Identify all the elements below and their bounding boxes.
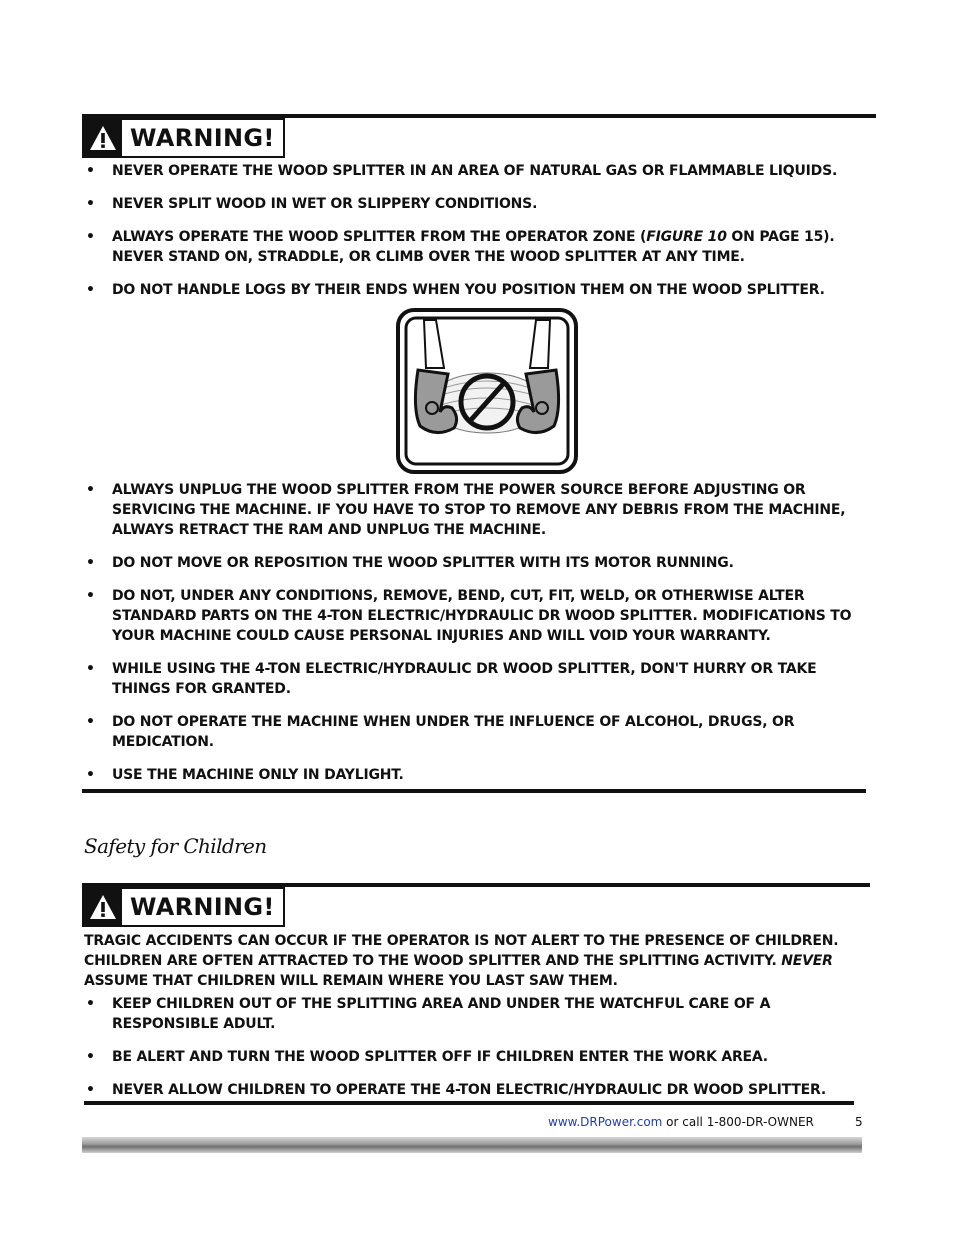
list-item: • USE THE MACHINE ONLY IN DAYLIGHT. [84, 765, 854, 785]
no-handling-log-ends-icon [396, 308, 578, 474]
warning-triangle-icon [84, 120, 122, 156]
footer-bar [82, 1137, 862, 1153]
warning-label: WARNING! [130, 124, 275, 152]
list-item: • NEVER ALLOW CHILDREN TO OPERATE THE 4-TON ELECTRIC/HYDRAULIC DR WOOD SPLITTER. [84, 1080, 854, 1100]
children-list [84, 994, 854, 1113]
zone-text-post: ON PAGE 15). NEVER STAND ON, STRADDLE, OR CLIMB OVER THE WOOD SPLITTER AT ANY TIME. [112, 229, 835, 265]
list-item: • DO NOT HANDLE LOGS BY THEIR ENDS WHEN YOU POSITION THEM ON THE WOOD SPLITTER. [84, 280, 854, 300]
list-item: • KEEP CHILDREN OUT OF THE SPLITTING AREA AND UNDER THE WATCHFUL CARE OF A RESPONSIBLE ADULT. [84, 994, 854, 1034]
page-number: 5 [855, 1115, 863, 1129]
intro-text-pre: TRAGIC ACCIDENTS CAN OCCUR IF THE OPERATOR IS NOT ALERT TO THE PRESENCE OF CHILDREN. CHILDREN ARE OFTEN ATTRACTED TO THE WOOD SPLITTER AND THE SPLITTING ACTIVITY. [84, 933, 839, 969]
list-item: • NEVER SPLIT WOOD IN WET OR SLIPPERY CONDITIONS. [84, 194, 854, 214]
intro-text-post: ASSUME THAT CHILDREN WILL REMAIN WHERE YOU LAST SAW THEM. [84, 973, 618, 989]
children-bottom-rule [84, 1101, 854, 1105]
website-link[interactable]: www.DRPower.com [548, 1115, 663, 1129]
intro-never: NEVER [781, 953, 833, 969]
list-item: • ALWAYS UNPLUG THE WOOD SPLITTER FROM THE POWER SOURCE BEFORE ADJUSTING OR SERVICING THE MACHINE. IF YOU HAVE TO STOP TO REMOVE ANY DEBRIS FROM THE MACHINE, ALWAYS RETRACT THE RAM AND UNPLUG THE MACHINE. [84, 480, 854, 540]
warning-badge [82, 887, 285, 927]
list-item: • NEVER OPERATE THE WOOD SPLITTER IN AN AREA OF NATURAL GAS OR FLAMMABLE LIQUIDS. [84, 161, 854, 181]
warning-list-b [84, 480, 854, 798]
list-item: • DO NOT, UNDER ANY CONDITIONS, REMOVE, BEND, CUT, FIT, WELD, OR OTHERWISE ALTER STANDARD PARTS ON THE 4-TON ELECTRIC/HYDRAULIC DR WOOD SPLITTER. MODIFICATIONS TO YOUR MACHINE COULD CAUSE PERSONAL INJURIES AND WILL VOID YOUR WARRANTY. [84, 586, 854, 646]
list-item: • DO NOT MOVE OR REPOSITION THE WOOD SPLITTER WITH ITS MOTOR RUNNING. [84, 553, 854, 573]
warning-label: WARNING! [130, 893, 275, 921]
list-item [84, 227, 854, 267]
zone-text-pre: ALWAYS OPERATE THE WOOD SPLITTER FROM THE OPERATOR ZONE ( [112, 229, 647, 245]
children-intro [84, 931, 854, 991]
warning-list-a [84, 161, 854, 313]
footer-contact [548, 1115, 814, 1129]
list-item: • WHILE USING THE 4-TON ELECTRIC/HYDRAULIC DR WOOD SPLITTER, DON'T HURRY OR TAKE THINGS FOR GRANTED. [84, 659, 854, 699]
list-item: • DO NOT OPERATE THE MACHINE WHEN UNDER THE INFLUENCE OF ALCOHOL, DRUGS, OR MEDICATION. [84, 712, 854, 752]
warning-bottom-rule [82, 789, 866, 793]
phone-text: or call 1-800-DR-OWNER [662, 1115, 814, 1129]
section-heading: Safety for Children [84, 834, 267, 858]
warning-badge [82, 118, 285, 158]
list-item: • BE ALERT AND TURN THE WOOD SPLITTER OFF IF CHILDREN ENTER THE WORK AREA. [84, 1047, 854, 1067]
warning-triangle-icon [84, 889, 122, 925]
figure-reference: FIGURE 10 [646, 229, 727, 245]
